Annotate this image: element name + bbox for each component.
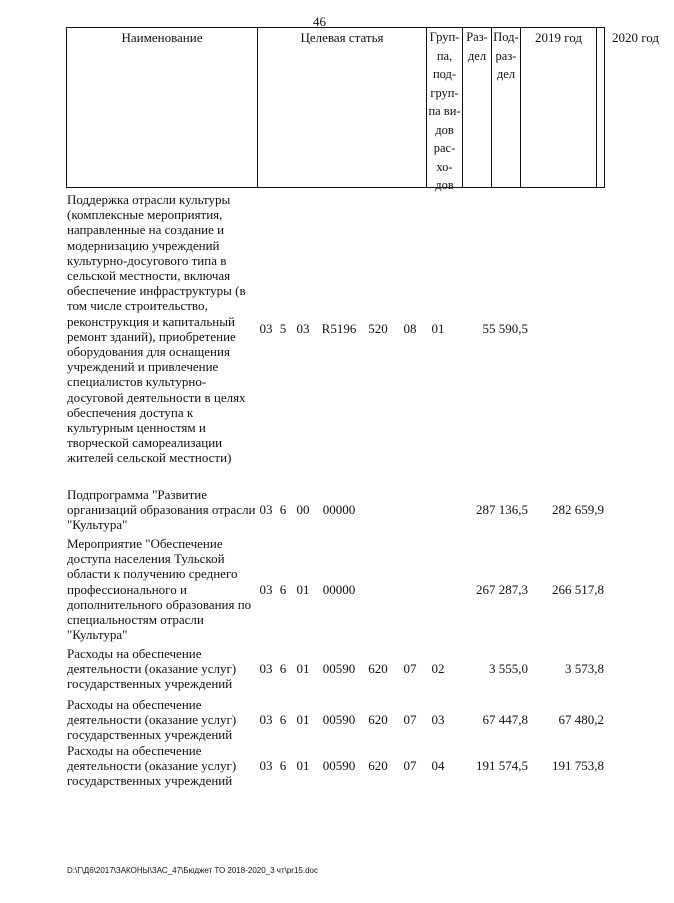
row-name-line: модернизацию учреждений <box>67 237 220 253</box>
table-row <box>0 487 639 533</box>
target-direction-code: R5196 <box>321 321 357 337</box>
header-line: Груп- <box>429 30 460 44</box>
expense-group-code: 620 <box>368 758 388 774</box>
table-row <box>0 536 639 642</box>
header-target-article: Целевая статья <box>258 28 427 187</box>
header-line: дел <box>467 48 487 63</box>
page-number: 46 <box>313 14 326 29</box>
target-program-code: 03 <box>259 502 273 518</box>
target-direction-code: 00000 <box>322 581 356 597</box>
amount-2019: 3 555,0 <box>489 661 528 677</box>
row-name-line: деятельности (оказание услуг) <box>67 712 237 728</box>
row-name-line: досуговой деятельности в целях <box>67 389 246 405</box>
row-name-line: государственных учреждений <box>67 773 233 789</box>
row-name-line: направленные на создание и <box>67 222 225 238</box>
row-name-line: доступа населения Тульской <box>67 551 225 567</box>
expense-group-code: 520 <box>368 321 388 337</box>
header-line: груп- <box>430 85 459 100</box>
row-name-line: реконструкция и капитальный <box>67 313 235 329</box>
target-event-code: 01 <box>296 581 310 597</box>
row-name-line: деятельности (оказание услуг) <box>67 661 237 677</box>
row-name-line: (комплексные мероприятия, <box>67 207 223 223</box>
header-line: хо- <box>436 159 453 174</box>
target-program-code: 03 <box>259 661 273 677</box>
section-code: 07 <box>403 712 417 728</box>
target-subprogram-code: 6 <box>279 502 287 518</box>
header-line: Под- <box>493 30 519 44</box>
target-subprogram-code: 6 <box>279 581 287 597</box>
header-line: Раз- <box>466 30 488 44</box>
row-name-line: Мероприятие "Обеспечение <box>67 536 223 551</box>
row-name <box>67 487 257 533</box>
target-subprogram-code: 5 <box>279 321 287 337</box>
amount-2019: 55 590,5 <box>482 321 528 337</box>
target-subprogram-code: 6 <box>279 712 287 728</box>
footer-file-path: D:\Г\Д6\2017\ЗАКОНЫ\ЗАС_47\Бюджет ТО 2018-2020_3 чт\pr15.doc <box>67 866 318 875</box>
header-2020: 2020 год <box>612 30 659 45</box>
target-event-code: 01 <box>296 758 310 774</box>
row-name-line: культурным ценностям и <box>67 420 206 436</box>
row-name-line: обеспечение инфраструктуры (в <box>67 283 246 299</box>
header-line: под- <box>432 67 457 81</box>
target-program-code: 03 <box>259 321 273 337</box>
amount-2020: 3 573,8 <box>565 661 604 677</box>
table-row <box>0 743 639 789</box>
header-name: Наименование <box>67 28 258 187</box>
target-direction-code: 00590 <box>322 758 356 774</box>
row-name-line: сельской местности, включая <box>67 268 231 284</box>
table-header <box>66 27 659 192</box>
row-name <box>67 646 257 692</box>
row-name <box>67 743 257 789</box>
amount-2020: 266 517,8 <box>552 581 604 597</box>
header-line: па ви- <box>428 104 461 118</box>
subsection-code: 04 <box>431 758 445 774</box>
amount-2019: 191 574,5 <box>476 758 528 774</box>
amount-2019: 267 287,3 <box>476 581 528 597</box>
target-direction-code: 00000 <box>322 502 356 518</box>
target-program-code: 03 <box>259 712 273 728</box>
header-subsection <box>492 28 521 187</box>
header-line: дов <box>435 178 454 192</box>
section-code: 07 <box>403 758 417 774</box>
target-event-code: 03 <box>296 321 310 337</box>
target-program-code: 03 <box>259 758 273 774</box>
header-line: раз- <box>495 48 517 63</box>
subsection-code: 03 <box>431 712 445 728</box>
row-name-line: "Культура" <box>67 627 128 643</box>
row-name-line: специалистов культурно- <box>67 374 207 390</box>
row-name-line: Расходы на обеспечение <box>67 743 202 758</box>
amount-2020: 191 753,8 <box>552 758 604 774</box>
header-expense-group <box>427 28 463 192</box>
target-direction-code: 00590 <box>322 712 356 728</box>
header-line: дов <box>435 122 454 137</box>
row-name-line: творческой самореализации <box>67 435 223 451</box>
row-name-line: учреждений и привлечение <box>67 359 219 375</box>
amount-2019: 67 447,8 <box>482 712 528 728</box>
row-name-line: жителей сельской местности) <box>67 450 232 466</box>
target-event-code: 01 <box>296 712 310 728</box>
header-line: дел <box>496 67 516 81</box>
target-program-code: 03 <box>259 581 273 597</box>
table-row <box>0 646 639 692</box>
row-name-line: деятельности (оказание услуг) <box>67 758 237 774</box>
target-subprogram-code: 6 <box>279 661 287 677</box>
row-name-line: дополнительного образования по <box>67 596 252 612</box>
header-line: па, <box>436 48 453 63</box>
header-section <box>463 28 492 187</box>
section-code: 07 <box>403 661 417 677</box>
row-name-line: Расходы на обеспечение <box>67 697 202 712</box>
subsection-code: 02 <box>431 661 445 677</box>
row-name-line: том числе строительство, <box>67 298 208 314</box>
row-name-line: культурно-досугового типа в <box>67 252 227 268</box>
row-name-line: профессионального и <box>67 581 187 597</box>
amount-2020: 282 659,9 <box>552 502 604 518</box>
expense-group-code: 620 <box>368 712 388 728</box>
target-event-code: 01 <box>296 661 310 677</box>
section-code: 08 <box>403 321 417 337</box>
target-event-code: 00 <box>296 502 310 518</box>
header-2019: 2019 год <box>521 28 597 187</box>
row-name-line: специальностям отрасли <box>67 612 204 628</box>
amount-2020: 67 480,2 <box>558 712 604 728</box>
row-name-line: области к получению среднего <box>67 566 238 582</box>
row-name-line: Подпрограмма "Развитие <box>67 487 208 502</box>
row-name-line: государственных учреждений <box>67 676 233 692</box>
table-row <box>0 192 639 466</box>
row-name <box>67 536 257 642</box>
header-line: рас- <box>433 141 456 155</box>
row-name-line: обеспечения доступа к <box>67 404 194 420</box>
row-name <box>67 697 257 743</box>
table-row <box>0 697 639 743</box>
row-name <box>67 192 257 466</box>
target-direction-code: 00590 <box>322 661 356 677</box>
row-name-line: организаций образования отрасли <box>67 502 256 518</box>
row-name-line: государственных учреждений <box>67 727 233 743</box>
target-subprogram-code: 6 <box>279 758 287 774</box>
row-name-line: Расходы на обеспечение <box>67 646 202 661</box>
row-name-line: Поддержка отрасли культуры <box>67 192 231 207</box>
expense-group-code: 620 <box>368 661 388 677</box>
row-name-line: "Культура" <box>67 517 128 533</box>
row-name-line: оборудования для оснащения <box>67 344 230 360</box>
row-name-line: ремонт зданий), приобретение <box>67 328 236 344</box>
amount-2019: 287 136,5 <box>476 502 528 518</box>
subsection-code: 01 <box>431 321 445 337</box>
